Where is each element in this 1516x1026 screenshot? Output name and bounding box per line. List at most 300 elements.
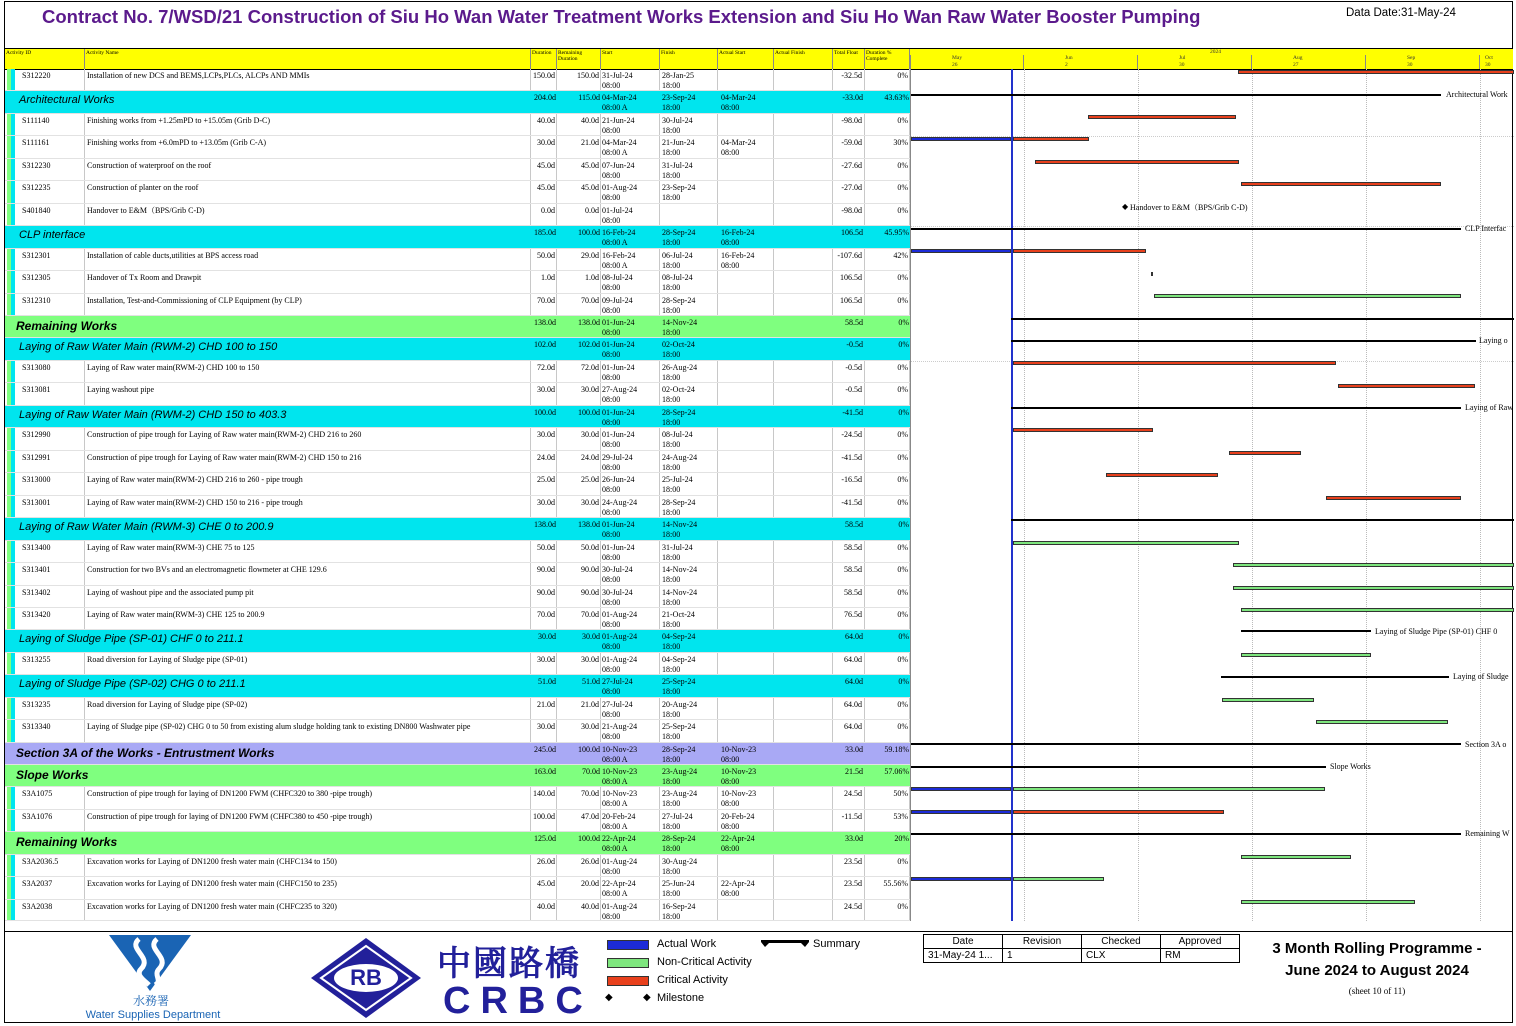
cell-tf [833,586,865,607]
cell-finish2-text: 18:00 [662,687,681,696]
critical-bar[interactable] [1241,182,1441,186]
cell-finish-text: 28-Sep-24 [662,498,696,507]
col-remaining[interactable]: Remaining Duration [557,49,601,69]
cell-pct [865,383,910,405]
activity-row[interactable] [5,428,910,451]
noncritical-bar[interactable] [1013,877,1104,881]
cell-id [5,271,85,293]
cell-start2-text: 08:00 [602,732,621,741]
summary-bar[interactable] [1011,340,1476,342]
cell-finish2-text: 18:00 [662,103,681,112]
wbs-group-name: Section 3A of the Works - Entrustment Works [16,746,275,760]
critical-bar[interactable] [1326,496,1461,500]
cell-name-text: Finishing works from +6.0mPD to +13.05m (Grib C-A) [87,138,267,147]
cell-rem-text: 40.0d [581,116,599,125]
activity-row[interactable] [5,653,910,675]
summary-bar[interactable] [1011,318,1514,320]
cell-start-text: 10-Nov-23 [602,789,638,798]
cell-as2-text: 08:00 [721,777,740,786]
critical-bar[interactable] [1088,115,1236,119]
cell-start2-text: 08:00 [602,373,621,382]
activity-row[interactable] [5,473,910,496]
cell-rem [557,630,601,652]
cell-finish [660,743,718,764]
cell-start-text: 26-Jun-24 [602,475,635,484]
cell-start-text: 01-Jun-24 [602,340,635,349]
legend-critical-swatch [607,976,649,986]
cell-finish [660,541,718,562]
cell-dur-text: 30.0d [537,655,555,664]
wbs-group-row[interactable] [5,630,910,653]
cell-as [718,249,774,270]
cell-finish-text: 23-Aug-24 [662,767,698,776]
cell-start [601,630,660,652]
cell-finish2-text: 18:00 [662,642,681,651]
cell-start2-text: 08:00 A [602,822,628,831]
cell-as2-text: 08:00 [721,799,740,808]
cell-start [601,271,660,293]
gantt-bar-label: Laying of Raw [1465,403,1513,412]
cell-start-text: 08-Jul-24 [602,273,633,282]
cell-start [601,608,660,629]
cell-pct-text: 30% [893,138,908,147]
gantt-bar-label: Remaining W [1465,829,1510,838]
cell-pct [865,541,910,562]
cell-finish-text: 31-Jul-24 [662,543,693,552]
timescale-week: 2 [1065,62,1068,68]
cell-id-text: S312991 [22,453,51,462]
col-finish[interactable]: Finish [660,49,718,69]
actual-bar[interactable] [911,787,1011,791]
cell-id [5,428,85,450]
cell-name-text: Construction of planter on the roof [87,183,199,192]
activity-row[interactable] [5,900,910,921]
cell-tf-text: 24.5d [844,902,862,911]
cell-id [5,787,85,809]
wbs-group-row[interactable] [5,226,910,249]
cell-rem [557,159,601,180]
cell-start-text: 24-Aug-24 [602,498,638,507]
programme-title-line1: 3 Month Rolling Programme - [1272,940,1482,957]
critical-bar[interactable] [1338,384,1475,388]
summary-bar[interactable] [1221,676,1449,678]
revision-table [923,934,1240,963]
cell-rem-text: 26.0d [581,857,599,866]
critical-bar[interactable] [1013,810,1224,814]
cell-dur [531,518,557,540]
critical-bar[interactable] [1106,473,1218,477]
cell-dur-text: 40.0d [537,902,555,911]
cell-rem-text: 115.0d [578,93,600,102]
summary-bar[interactable] [1011,519,1514,521]
cell-as2-text: 08:00 [721,889,740,898]
cell-rem [557,698,601,719]
noncritical-bar[interactable] [1241,653,1371,657]
wbs-group-row[interactable] [5,743,910,765]
cell-name-text: Excavation works for Laying of DN1200 fresh water main (CHFC134 to 150) [87,857,337,866]
cell-start2-text: 08:00 [602,440,621,449]
noncritical-bar[interactable] [1154,294,1461,298]
cell-name [85,608,531,629]
cell-finish [660,900,718,920]
cell-rem [557,181,601,203]
cell-tf-text: 58.5d [844,588,862,597]
cell-start-text: 10-Nov-23 [602,745,638,754]
activity-row[interactable] [5,114,910,136]
cell-dur [531,630,557,652]
cell-start [601,383,660,405]
cell-name [85,541,531,562]
cell-rem [557,316,601,337]
wbs-group-row[interactable] [5,406,910,428]
cell-finish-text: 04-Sep-24 [662,655,696,664]
cell-dur-text: 26.0d [537,857,555,866]
cell-as [718,473,774,495]
cell-name [85,900,531,920]
cell-id-text: S313081 [22,385,51,394]
cell-dur-text: 21.0d [537,700,555,709]
critical-bar[interactable] [1013,249,1146,253]
noncritical-bar[interactable] [1241,855,1351,859]
cell-start-text: 27-Jul-24 [602,700,633,709]
summary-bar[interactable] [911,228,1461,230]
noncritical-bar[interactable] [1233,586,1514,590]
cell-rem [557,653,601,674]
cell-dur-text: 100.0d [534,408,556,417]
activity-row[interactable] [5,496,910,518]
cell-pct [865,473,910,495]
cell-af [774,451,833,472]
cell-as [718,361,774,382]
cell-rem-text: 70.0d [582,767,600,776]
cell-finish [660,271,718,293]
cell-pct-text: 0% [897,453,908,462]
cell-pct-text: 0% [897,610,908,619]
cell-rem-text: 25.0d [581,475,599,484]
cell-finish2-text: 18:00 [662,395,681,404]
cell-tf [833,249,865,270]
cell-id [5,473,85,495]
cell-finish [660,698,718,719]
cell-finish [660,159,718,180]
timescale-month: Jul [1179,55,1186,61]
gantt-bar-label: Handover to E&M（BPS/Grib C-D) [1130,203,1248,212]
cell-dur-text: 30.0d [537,722,555,731]
cell-as-text: 20-Feb-24 [721,812,755,821]
cell-name [85,428,531,450]
activity-row[interactable] [5,249,910,271]
cell-pct [865,316,910,337]
noncritical-bar[interactable] [1222,698,1314,702]
noncritical-bar[interactable] [1316,720,1448,724]
cell-dur [531,473,557,495]
cell-pct [865,518,910,540]
critical-bar[interactable] [1013,361,1336,365]
activity-row[interactable] [5,787,910,810]
cell-tf [833,832,865,854]
cell-dur-text: 70.0d [537,610,555,619]
cell-start [601,473,660,495]
noncritical-bar[interactable] [1151,272,1153,276]
cell-start2-text: 08:00 [602,620,621,629]
cell-start2-text: 08:00 [602,912,621,920]
activity-row[interactable] [5,698,910,720]
cell-start2-text: 08:00 A [602,799,628,808]
cell-dur [531,204,557,225]
summary-bar[interactable] [911,833,1461,835]
cell-id-text: S111161 [22,138,50,147]
wbs-group-row[interactable] [5,316,910,338]
cell-dur [531,496,557,517]
cell-as [718,541,774,562]
cell-id [5,249,85,270]
activity-row[interactable] [5,361,910,383]
footer [5,931,1513,1024]
cell-af [774,249,833,270]
summary-bar[interactable] [1011,407,1461,409]
cell-as2-text: 08:00 [721,103,740,112]
rev-date: 31-May-24 1... [924,949,1003,963]
cell-pct [865,406,910,427]
cell-start [601,653,660,674]
cell-start-text: 04-Mar-24 [602,138,637,147]
cell-name-text: Road diversion for Laying of Sludge pipe (SP-02) [87,700,248,709]
wbs-group-name: Slope Works [16,768,89,782]
cell-start-text: 22-Apr-24 [602,879,636,888]
cell-tf-text: 64.0d [845,632,863,641]
programme-title-line2: June 2024 to August 2024 [1285,962,1469,979]
col-activity-name[interactable]: Activity Name [85,49,531,69]
cell-finish2-text: 18:00 [662,867,681,876]
cell-pct-text: 0% [898,632,909,641]
cell-start2-text: 08:00 [602,508,621,517]
activity-row[interactable] [5,294,910,316]
wbs-group-row[interactable] [5,338,910,361]
cell-tf-text: 33.0d [845,834,863,843]
activity-row[interactable] [5,271,910,294]
cell-rem [557,451,601,472]
cell-rem [557,720,601,742]
cell-tf [833,271,865,293]
cell-finish-text: 04-Sep-24 [662,632,696,641]
cell-af [774,114,833,135]
cell-pct [865,226,910,248]
cell-rem-text: 102.0d [578,340,600,349]
cell-name-text: Installation, Test-and-Commissioning of CLP Equipment (by CLP) [87,296,302,305]
cell-start2-text: 08:00 [602,530,621,539]
summary-bar[interactable] [911,743,1461,745]
cell-af [774,496,833,517]
cell-rem [557,810,601,831]
cell-dur [531,855,557,876]
cell-start2-text: 08:00 [602,328,621,337]
col-actual-start[interactable]: Actual Start [718,49,774,69]
cell-dur-text: 72.0d [537,363,555,372]
activity-row[interactable] [5,204,910,226]
cell-finish-text: 23-Aug-24 [662,789,698,798]
cell-dur [531,810,557,831]
gantt-bar-label: Architectural Work [1446,90,1508,99]
activity-row[interactable] [5,877,910,900]
actual-bar[interactable] [911,810,1011,814]
cell-af [774,518,833,540]
cell-af [774,136,833,158]
cell-as [718,69,774,90]
cell-rem-text: 30.0d [581,722,599,731]
cell-finish-text: 16-Sep-24 [662,902,696,911]
cell-rem [557,832,601,854]
summary-bar[interactable] [1241,630,1371,632]
legend-actual-label: Actual Work [657,938,717,950]
cell-tf-text: 64.0d [844,700,862,709]
cell-rem-text: 30.0d [581,655,599,664]
wbs-group-row[interactable] [5,518,910,541]
wbs-group-row[interactable] [5,832,910,855]
cell-dur [531,136,557,158]
cell-tf-text: 58.5d [844,565,862,574]
cell-tf-text: 64.0d [845,677,863,686]
cell-dur-text: 51.0d [538,677,556,686]
col-start[interactable]: Start [601,49,660,69]
cell-start [601,451,660,472]
cell-dur [531,361,557,382]
activity-row[interactable] [5,855,910,877]
cell-dur-text: 0.0d [541,206,555,215]
cell-rem-text: 70.0d [581,296,599,305]
cell-tf [833,653,865,674]
activity-row[interactable] [5,563,910,586]
actual-bar[interactable] [911,877,1011,881]
cell-pct [865,810,910,831]
cell-start2-text: 08:00 A [602,261,628,270]
cell-tf-text: -98.0d [841,116,862,125]
milestone-icon[interactable]: ◆ [1122,202,1129,211]
summary-bar[interactable] [911,94,1441,96]
cell-dur-text: 30.0d [537,430,555,439]
noncritical-bar[interactable] [1013,787,1325,791]
cell-finish2-text: 18:00 [662,148,681,157]
activity-row[interactable] [5,541,910,563]
activity-row[interactable] [5,810,910,832]
cell-name [85,877,531,899]
actual-bar[interactable] [911,249,1011,253]
activity-row[interactable] [5,159,910,181]
actual-bar[interactable] [911,137,1011,141]
critical-bar[interactable] [1238,70,1514,74]
cell-rem [557,563,601,585]
cell-name-text: Laying of Raw water main(RWM-3) CHE 75 to 125 [87,543,255,552]
cell-rem-text: 138.0d [578,520,600,529]
critical-bar[interactable] [1013,137,1089,141]
cell-rem-text: 30.0d [582,632,600,641]
wbs-group-row[interactable] [5,675,910,698]
noncritical-bar[interactable] [1241,900,1415,904]
activity-row[interactable] [5,451,910,473]
cell-start-text: 27-Jul-24 [602,677,633,686]
cell-rem-text: 100.0d [578,745,600,754]
cell-pct [865,114,910,135]
gantt-bar-label: Slope Works [1330,762,1371,771]
col-duration[interactable]: Duration [531,49,557,69]
cell-rem-text: 20.0d [581,879,599,888]
cell-tf [833,159,865,180]
cell-name [85,473,531,495]
cell-pct-text: 0% [897,902,908,911]
cell-finish2-text: 18:00 [662,508,681,517]
noncritical-bar[interactable] [1233,563,1514,567]
rev-header-approved: Approved [1161,935,1240,949]
cell-rem [557,900,601,920]
cell-af [774,91,833,113]
cell-tf-text: 64.0d [844,655,862,664]
activity-row[interactable] [5,136,910,159]
activity-row[interactable] [5,383,910,406]
rev-checked: CLX [1082,949,1161,963]
cell-as-text: 10-Nov-23 [721,767,757,776]
cell-finish-text: 08-Jul-24 [662,273,693,282]
cell-dur-text: 30.0d [537,498,555,507]
cell-pct-text: 0% [897,385,908,394]
cell-start [601,316,660,337]
cell-finish [660,204,718,225]
cell-name-text: Construction of pipe trough for Laying of Raw water main(RWM-2) CHD 216 to 260 [87,430,362,439]
wbs-group-row[interactable] [5,91,910,114]
cell-finish [660,114,718,135]
cell-finish2-text: 18:00 [662,283,681,292]
cell-start [601,226,660,248]
col-total-float[interactable]: Total Float [833,49,865,69]
cell-start-text: 09-Jul-24 [602,296,633,305]
cell-rem [557,271,601,293]
activity-row[interactable] [5,69,910,91]
col-activity-id[interactable]: Activity ID [5,49,85,69]
critical-bar[interactable] [1035,160,1239,164]
critical-bar[interactable] [1229,451,1301,455]
cell-tf-text: -32.5d [841,71,862,80]
cell-rem [557,877,601,899]
summary-bar[interactable] [911,766,1326,768]
cell-tf-text: -33.0d [842,93,863,102]
cell-start2-text: 08:00 A [602,755,628,764]
col-pct-complete[interactable]: Duration % Complete [865,49,910,69]
cell-start-text: 01-Jun-24 [602,318,635,327]
wbs-group-row[interactable] [5,765,910,787]
cell-tf [833,338,865,360]
cell-name-text: Construction for two BVs and an electromagnetic flowmeter at CHE 129.6 [87,565,327,574]
cell-finish [660,855,718,876]
cell-name [85,181,531,203]
critical-bar[interactable] [1013,428,1153,432]
cell-pct-text: 0% [897,161,908,170]
activity-row[interactable] [5,181,910,204]
activity-row[interactable] [5,608,910,630]
cell-start [601,136,660,158]
cell-af [774,271,833,293]
cell-finish-text: 23-Sep-24 [662,93,696,102]
cell-start-text: 01-Aug-24 [602,183,638,192]
cell-pct [865,361,910,382]
cell-tf [833,361,865,382]
activity-row[interactable] [5,586,910,608]
cell-dur [531,900,557,920]
cell-finish [660,675,718,697]
cell-dur-text: 138.0d [534,318,556,327]
noncritical-bar[interactable] [1241,608,1514,612]
col-actual-finish[interactable]: Actual Finish [774,49,833,69]
activity-row[interactable] [5,720,910,743]
cell-finish2-text: 18:00 [662,553,681,562]
noncritical-bar[interactable] [1013,541,1239,545]
